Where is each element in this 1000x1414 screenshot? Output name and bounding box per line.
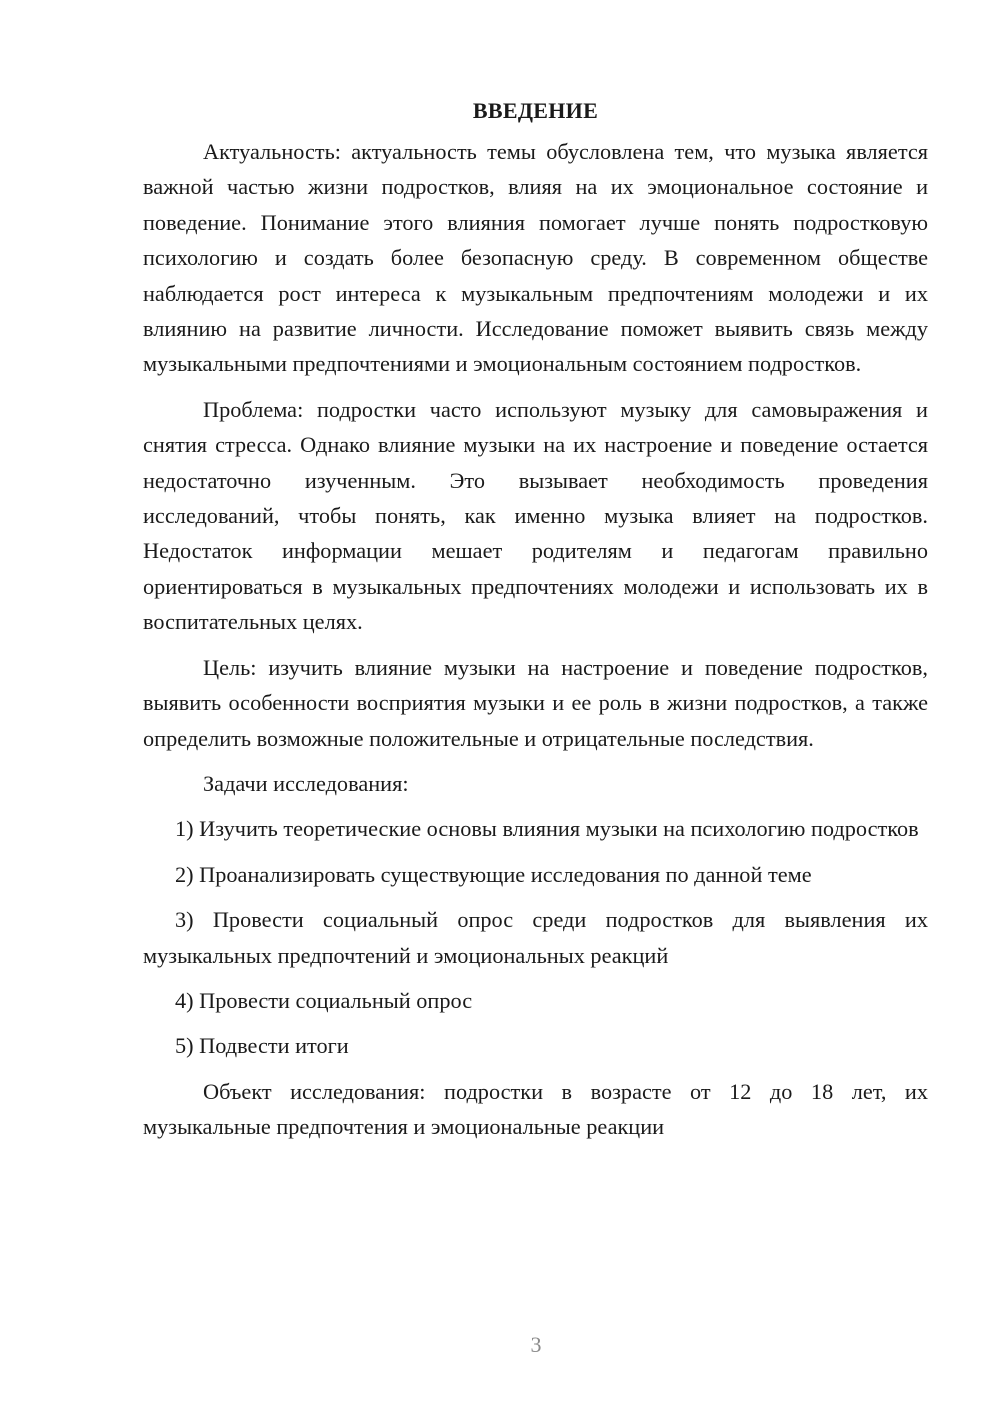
list-item: 5) Подвести итоги [175, 1033, 349, 1059]
section-title: ВВЕДЕНИЕ [472, 98, 599, 123]
list-item: 2) Проанализировать существующие исследования по данной теме [175, 861, 812, 887]
tasks-heading: Задачи исследования: [203, 770, 409, 796]
paragraph-problem: Проблема: подростки часто используют музыку для самовыражения и снятия стресса. Однако влияние музыки на их настроение и поведение остается недостаточно изученным. Это вызывает необходимость проведения исследований, чтобы понять, как именно музыка влияет на подростков. Недостаток информации мешает родителям и педагогам правильно ориентироваться в музыкальных предпочтениях молодежи и использовать их в воспитательных целях. [143, 396, 928, 635]
list-item: 1) Изучить теоретические основы влияния музыки на психологию подростков [175, 816, 919, 842]
page-number: 3 [530, 1332, 542, 1357]
paragraph-relevance: Актуальность: актуальность темы обусловлена тем, что музыка является важной частью жизни подростков, влияя на их эмоциональное состояние и поведение. Понимание этого влияния помогает лучше понять подростковую психологию и создать более безопасную среду. В современном обществе наблюдается рост интереса к музыкальным предпочтениям молодежи и их влиянию на развитие личности. Исследование поможет выявить связь между музыкальными предпочтениями и эмоциональным состоянием подростков. [143, 139, 928, 377]
tasks-list [143, 811, 928, 1063]
list-item: 3) Провести социальный опрос среди подростков для выявления их музыкальных предпочтений и эмоциональных реакций [143, 907, 928, 968]
list-item: 4) Провести социальный опрос [175, 987, 473, 1013]
page-content [143, 94, 928, 1155]
paragraph-object: Объект исследования: подростки в возрасте от 12 до 18 лет, их музыкальные предпочтения и эмоциональные реакции [143, 1078, 928, 1140]
paragraph-goal: Цель: изучить влияние музыки на настроение и поведение подростков, выявить особенности восприятия музыки и ее роль в жизни подростков, а также определить возможные положительные и отрицательные последствия. [143, 654, 928, 751]
